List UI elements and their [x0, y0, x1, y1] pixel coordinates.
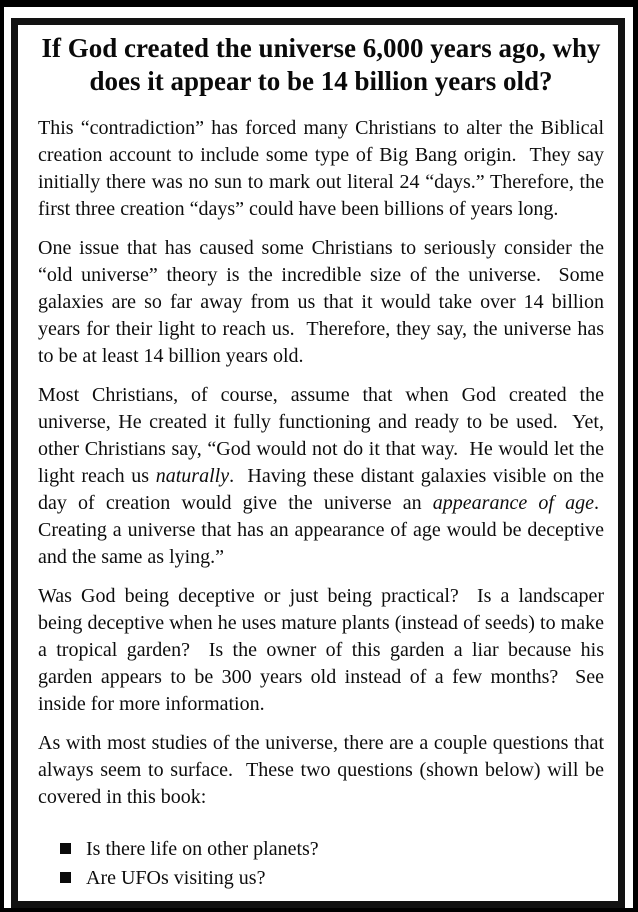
paragraph-appearance-of-age	[38, 382, 604, 571]
paragraph-3-text-1: Most Christians, of course, assume that when God created the universe, He created it fully functioning and ready to be used. Yet, other Christians say, “God would not do it that way. He would let the light reach us	[38, 384, 604, 487]
italic-naturally: naturally	[155, 465, 230, 487]
paragraph-two-questions: As with most studies of the universe, there are a couple questions that always seem to surface. These two questions (shown below) will be covered in this book:	[38, 732, 604, 808]
square-bullet-icon	[60, 843, 71, 854]
paragraph-3-text-2: . Having these distant galaxies visible on the day of creation would give the universe an	[38, 465, 605, 514]
bullet-text: Are UFOs visiting us?	[86, 867, 266, 889]
page-title: If God created the universe 6,000 years ago, why does it appear to be 14 billion years old?	[41, 33, 601, 96]
list-item-life-on-planets	[38, 835, 604, 864]
questions-list	[38, 835, 604, 893]
paragraph-3-text-3: . Creating a universe that has an appearance of age would be deceptive and the same as lying.”	[38, 492, 604, 568]
paragraph-universe-size: One issue that has caused some Christians to seriously consider the “old universe” theory is the incredible size of the universe. Some galaxies are so far away from us that it would take over 14 billion years for their light to reach us. Therefore, they say, the universe has to be at least 14 billion years old.	[38, 237, 604, 367]
list-item-ufos	[38, 864, 604, 893]
square-bullet-icon	[60, 872, 71, 883]
italic-appearance-of-age: appearance of age	[432, 492, 594, 514]
bullet-text: Is there life on other planets?	[86, 838, 319, 860]
border-frame	[11, 18, 625, 908]
paragraph-landscaper: Was God being deceptive or just being practical? Is a landscaper being deceptive when he uses mature plants (instead of seeds) to make a tropical garden? Is the owner of this garden a liar because his garden appears to be 300 years old instead of a few months? See inside for more information.	[38, 585, 604, 715]
paragraph-contradiction: This “contradiction” has forced many Christians to alter the Biblical creation account to include some type of Big Bang origin. They say initially there was no sun to mark out literal 24 “days.” Therefore, the first three creation “days” could have been billions of years long.	[38, 117, 604, 220]
scanned-page	[4, 7, 633, 908]
